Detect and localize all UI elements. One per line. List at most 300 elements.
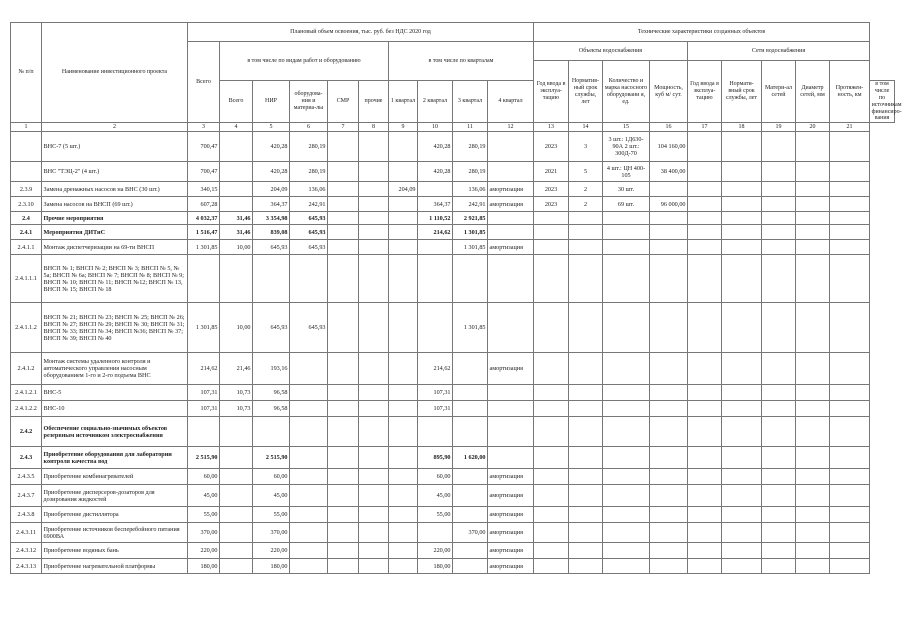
table-row <box>11 417 895 447</box>
header-col-name: Наименование инвестиционного проекта <box>42 23 188 123</box>
cell-q1 <box>359 559 389 574</box>
cell-q3: 364,37 <box>418 197 453 212</box>
cell-total <box>188 255 220 303</box>
cell-network <box>796 240 830 255</box>
cell-q3 <box>418 255 453 303</box>
cell-network <box>796 385 830 401</box>
cell-q4 <box>453 401 488 417</box>
cell-network <box>688 543 722 559</box>
cell-q2 <box>389 240 418 255</box>
cell-nir <box>220 132 253 162</box>
cell-smr <box>290 401 328 417</box>
cell-year: 2023 <box>534 132 569 162</box>
cell-total: 4 032,37 <box>188 212 220 225</box>
cell-network <box>688 132 722 162</box>
cell-equip: 420,28 <box>253 162 290 182</box>
cell-q1 <box>359 353 389 385</box>
cell-year: 2023 <box>534 182 569 197</box>
cell-q1 <box>359 212 389 225</box>
cell-serv <box>569 523 603 543</box>
cell-q2 <box>389 162 418 182</box>
cell-smr <box>290 447 328 469</box>
cell-network <box>722 447 762 469</box>
cell-serv <box>569 212 603 225</box>
cell-network <box>796 197 830 212</box>
cell-qty: 69 шт. <box>603 197 650 212</box>
cell-q4: 2 921,85 <box>453 212 488 225</box>
cell-nir: 10,73 <box>220 385 253 401</box>
cell-equip: 96,58 <box>253 401 290 417</box>
cell-src <box>488 303 534 353</box>
cell-smr <box>290 469 328 485</box>
cell-network <box>688 353 722 385</box>
cell-other <box>328 225 359 240</box>
cell-nir: 21,46 <box>220 353 253 385</box>
cell-network <box>796 485 830 507</box>
header-wn-diameter: Диаметр сетей, мм <box>796 61 830 123</box>
table-row <box>11 353 895 385</box>
cell-total <box>188 417 220 447</box>
cell-network <box>830 182 870 197</box>
column-number: 20 <box>796 123 830 132</box>
cell-other <box>328 469 359 485</box>
cell-equip: 55,00 <box>253 507 290 523</box>
table-row <box>11 385 895 401</box>
cell-total: 1 301,85 <box>188 240 220 255</box>
cell-no: 2.4.3.11 <box>11 523 42 543</box>
cell-year <box>534 447 569 469</box>
header-water-networks: Сети водоснабжения <box>688 42 870 61</box>
cell-equip: 839,08 <box>253 225 290 240</box>
cell-nir <box>220 197 253 212</box>
cell-network <box>688 559 722 574</box>
cell-power: 104 160,00 <box>650 132 688 162</box>
table-row <box>11 543 895 559</box>
cell-power <box>650 303 688 353</box>
cell-network <box>796 447 830 469</box>
header-col-num: № п/п <box>11 23 42 123</box>
cell-network <box>688 507 722 523</box>
cell-q3: 45,00 <box>418 485 453 507</box>
cell-serv <box>569 485 603 507</box>
column-number: 13 <box>534 123 569 132</box>
table-row <box>11 240 895 255</box>
cell-network <box>762 255 796 303</box>
cell-q4 <box>453 417 488 447</box>
cell-src <box>488 255 534 303</box>
cell-network <box>688 469 722 485</box>
cell-equip: 193,16 <box>253 353 290 385</box>
cell-q4: 1 620,00 <box>453 447 488 469</box>
cell-src: амортизация <box>488 240 534 255</box>
cell-equip: 45,00 <box>253 485 290 507</box>
cell-q3: 180,00 <box>418 559 453 574</box>
cell-q2 <box>389 225 418 240</box>
cell-power <box>650 559 688 574</box>
cell-year <box>534 417 569 447</box>
cell-qty <box>603 303 650 353</box>
cell-total: 607,28 <box>188 197 220 212</box>
cell-no: 2.4.1.2.2 <box>11 401 42 417</box>
cell-equip: 60,00 <box>253 469 290 485</box>
cell-year <box>534 385 569 401</box>
cell-serv <box>569 255 603 303</box>
cell-network <box>762 523 796 543</box>
cell-serv <box>569 469 603 485</box>
cell-name: ВНС-5 <box>42 385 188 401</box>
header-q1: 1 квартал <box>389 81 418 123</box>
cell-name: Замена насосов на ВНСП (69 шт.) <box>42 197 188 212</box>
cell-q3: 1 110,52 <box>418 212 453 225</box>
cell-qty <box>603 255 650 303</box>
column-number: 8 <box>359 123 389 132</box>
cell-no: 2.4.3.13 <box>11 559 42 574</box>
cell-network <box>688 523 722 543</box>
cell-src <box>488 447 534 469</box>
cell-network <box>830 559 870 574</box>
cell-q2 <box>389 132 418 162</box>
cell-network <box>830 255 870 303</box>
cell-q2 <box>389 353 418 385</box>
cell-q3: 55,00 <box>418 507 453 523</box>
cell-nir: 31,46 <box>220 212 253 225</box>
cell-q2 <box>389 255 418 303</box>
cell-year <box>534 543 569 559</box>
cell-network <box>688 417 722 447</box>
column-number: 21 <box>830 123 870 132</box>
cell-nir <box>220 417 253 447</box>
cell-name: Приобретение нагревательной платформы <box>42 559 188 574</box>
cell-equip: 204,09 <box>253 182 290 197</box>
cell-power <box>650 543 688 559</box>
cell-name: Приобретение дисперсеров-дозаторов для дозирования жидкостей <box>42 485 188 507</box>
cell-total: 370,00 <box>188 523 220 543</box>
cell-other <box>328 353 359 385</box>
cell-nir: 10,00 <box>220 303 253 353</box>
cell-equip <box>253 417 290 447</box>
cell-other <box>328 240 359 255</box>
cell-smr: 645,93 <box>290 303 328 353</box>
cell-q1 <box>359 162 389 182</box>
cell-q1 <box>359 523 389 543</box>
cell-smr <box>290 485 328 507</box>
cell-no: 2.4.1.1.1 <box>11 255 42 303</box>
cell-power <box>650 401 688 417</box>
cell-network <box>796 469 830 485</box>
cell-smr <box>290 353 328 385</box>
cell-total: 45,00 <box>188 485 220 507</box>
cell-network <box>762 212 796 225</box>
cell-network <box>796 353 830 385</box>
cell-q3: 420,28 <box>418 132 453 162</box>
cell-year: 2021 <box>534 162 569 182</box>
cell-smr: 645,93 <box>290 212 328 225</box>
cell-q3: 214,62 <box>418 353 453 385</box>
cell-name: Замена дренажных насосов на ВНС (30 шт.) <box>42 182 188 197</box>
cell-q3 <box>418 240 453 255</box>
cell-serv: 3 <box>569 132 603 162</box>
cell-q3: 107,31 <box>418 385 453 401</box>
cell-serv <box>569 559 603 574</box>
cell-nir <box>220 507 253 523</box>
cell-network <box>762 469 796 485</box>
cell-network <box>762 225 796 240</box>
cell-smr <box>290 417 328 447</box>
column-number: 1 <box>11 123 42 132</box>
cell-q4 <box>453 385 488 401</box>
cell-network <box>688 401 722 417</box>
header-wn-material: Матери-ал сетей <box>762 61 796 123</box>
cell-power <box>650 447 688 469</box>
cell-network <box>722 485 762 507</box>
cell-nir <box>220 469 253 485</box>
header-plan-volume: Плановый объем освоения, тыс. руб. без НДС 2020 год <box>188 23 534 42</box>
cell-qty: 3 шт.: 1Д630-90А 2 шт.: 300Д-70 <box>603 132 650 162</box>
cell-network <box>688 182 722 197</box>
cell-power <box>650 212 688 225</box>
cell-q3: 214,62 <box>418 225 453 240</box>
cell-year <box>534 559 569 574</box>
cell-network <box>722 559 762 574</box>
cell-network <box>796 182 830 197</box>
cell-q1 <box>359 182 389 197</box>
cell-year <box>534 401 569 417</box>
cell-network <box>688 240 722 255</box>
cell-smr: 242,91 <box>290 197 328 212</box>
cell-network <box>688 447 722 469</box>
header-wo-service: Норматив-ный срок службы, лет <box>569 61 603 123</box>
cell-q4 <box>453 485 488 507</box>
cell-q3: 107,31 <box>418 401 453 417</box>
header-tech-chars: Технические характеристики созданных объектов <box>534 23 870 42</box>
cell-q4 <box>453 469 488 485</box>
cell-network <box>722 507 762 523</box>
cell-no: 2.4.2 <box>11 417 42 447</box>
cell-qty <box>603 485 650 507</box>
cell-equip: 3 354,98 <box>253 212 290 225</box>
cell-network <box>796 417 830 447</box>
cell-network <box>796 559 830 574</box>
cell-q3 <box>418 303 453 353</box>
cell-q4: 242,91 <box>453 197 488 212</box>
table-row <box>11 447 895 469</box>
table-row <box>11 401 895 417</box>
cell-network <box>762 132 796 162</box>
cell-network <box>688 255 722 303</box>
cell-power <box>650 485 688 507</box>
cell-total: 340,15 <box>188 182 220 197</box>
cell-q4 <box>453 543 488 559</box>
cell-network <box>830 385 870 401</box>
column-numbers-row <box>11 123 895 132</box>
header-other: прочие <box>359 81 389 123</box>
cell-q4: 1 301,85 <box>453 225 488 240</box>
cell-q1 <box>359 385 389 401</box>
cell-smr: 645,93 <box>290 240 328 255</box>
cell-smr <box>290 559 328 574</box>
cell-equip: 220,00 <box>253 543 290 559</box>
cell-src <box>488 132 534 162</box>
cell-other <box>328 485 359 507</box>
cell-other <box>328 182 359 197</box>
cell-q4: 1 301,85 <box>453 240 488 255</box>
cell-no: 2.4.3.7 <box>11 485 42 507</box>
table-row <box>11 523 895 543</box>
cell-network <box>830 353 870 385</box>
table-row <box>11 507 895 523</box>
cell-network <box>830 485 870 507</box>
cell-name: Мероприятия ДИТиС <box>42 225 188 240</box>
cell-q1 <box>359 240 389 255</box>
table-row <box>11 255 895 303</box>
cell-name: Монтаж диспетчеризации на 69-ти ВНСП <box>42 240 188 255</box>
cell-smr: 645,93 <box>290 225 328 240</box>
table-row <box>11 485 895 507</box>
cell-src: амортизация <box>488 485 534 507</box>
cell-q1 <box>359 543 389 559</box>
investment-table <box>10 22 902 574</box>
cell-network <box>796 132 830 162</box>
cell-network <box>796 507 830 523</box>
cell-equip: 2 515,90 <box>253 447 290 469</box>
header-total2: Всего <box>220 81 253 123</box>
cell-serv <box>569 543 603 559</box>
cell-smr: 280,19 <box>290 162 328 182</box>
cell-q1 <box>359 255 389 303</box>
cell-src: амортизация <box>488 507 534 523</box>
cell-network <box>762 559 796 574</box>
cell-other <box>328 385 359 401</box>
cell-network <box>722 417 762 447</box>
cell-other <box>328 162 359 182</box>
cell-network <box>830 507 870 523</box>
cell-other <box>328 303 359 353</box>
cell-serv <box>569 401 603 417</box>
cell-total: 107,31 <box>188 401 220 417</box>
cell-q1 <box>359 469 389 485</box>
cell-year <box>534 303 569 353</box>
cell-power <box>650 255 688 303</box>
cell-q2 <box>389 469 418 485</box>
cell-qty <box>603 353 650 385</box>
cell-year <box>534 469 569 485</box>
cell-network <box>688 212 722 225</box>
column-number: 7 <box>328 123 359 132</box>
cell-network <box>722 162 762 182</box>
table-row <box>11 132 895 162</box>
cell-year <box>534 353 569 385</box>
cell-network <box>722 240 762 255</box>
cell-total: 60,00 <box>188 469 220 485</box>
cell-qty <box>603 212 650 225</box>
cell-src: амортизация <box>488 182 534 197</box>
cell-qty <box>603 469 650 485</box>
cell-network <box>762 162 796 182</box>
cell-network <box>830 523 870 543</box>
cell-no: 2.4 <box>11 212 42 225</box>
header-wo-power: Мощность, куб м/ сут. <box>650 61 688 123</box>
cell-q2 <box>389 303 418 353</box>
cell-power <box>650 182 688 197</box>
cell-q2 <box>389 485 418 507</box>
cell-nir: 10,73 <box>220 401 253 417</box>
cell-year <box>534 240 569 255</box>
table-row <box>11 469 895 485</box>
header-smr: СМР <box>328 81 359 123</box>
cell-power <box>650 225 688 240</box>
cell-equip <box>253 255 290 303</box>
cell-network <box>796 212 830 225</box>
cell-src: амортизация <box>488 559 534 574</box>
cell-q2: 204,09 <box>389 182 418 197</box>
column-number: 17 <box>688 123 722 132</box>
table-row <box>11 162 895 182</box>
cell-q4 <box>453 255 488 303</box>
cell-q2 <box>389 447 418 469</box>
cell-equip: 645,93 <box>253 303 290 353</box>
header-water-objects: Объекты водоснабжения <box>534 42 688 61</box>
cell-src <box>488 417 534 447</box>
cell-qty <box>603 417 650 447</box>
cell-serv <box>569 447 603 469</box>
cell-name: ВНС-10 <box>42 401 188 417</box>
header-wn-length: Протяжен-ность, км <box>830 61 870 123</box>
column-number: 10 <box>418 123 453 132</box>
cell-qty <box>603 447 650 469</box>
cell-year <box>534 507 569 523</box>
cell-total: 2 515,90 <box>188 447 220 469</box>
cell-year <box>534 225 569 240</box>
cell-power <box>650 523 688 543</box>
cell-no: 2.3.9 <box>11 182 42 197</box>
cell-power <box>650 385 688 401</box>
cell-power <box>650 240 688 255</box>
cell-nir <box>220 447 253 469</box>
cell-src: амортизация <box>488 469 534 485</box>
cell-q1 <box>359 225 389 240</box>
cell-q1 <box>359 447 389 469</box>
cell-nir <box>220 255 253 303</box>
column-number: 15 <box>603 123 650 132</box>
cell-q1 <box>359 417 389 447</box>
cell-other <box>328 543 359 559</box>
cell-network <box>722 303 762 353</box>
cell-q3 <box>418 417 453 447</box>
cell-smr <box>290 507 328 523</box>
cell-serv <box>569 303 603 353</box>
cell-year <box>534 212 569 225</box>
cell-src <box>488 212 534 225</box>
cell-network <box>762 401 796 417</box>
cell-q3: 60,00 <box>418 469 453 485</box>
cell-other <box>328 559 359 574</box>
cell-no: 2.4.1.1.2 <box>11 303 42 353</box>
cell-qty: 30 шт. <box>603 182 650 197</box>
column-number: 18 <box>722 123 762 132</box>
cell-q2 <box>389 559 418 574</box>
cell-q1 <box>359 485 389 507</box>
cell-qty <box>603 543 650 559</box>
cell-no <box>11 162 42 182</box>
cell-year <box>534 485 569 507</box>
cell-q2 <box>389 212 418 225</box>
cell-smr: 280,19 <box>290 132 328 162</box>
cell-network <box>762 197 796 212</box>
cell-q4: 1 301,85 <box>453 303 488 353</box>
cell-qty <box>603 523 650 543</box>
header-wn-year: Год ввода в эксплуа-тацию <box>688 61 722 123</box>
header-equipment: оборудова-ния и материа-лы <box>290 81 328 123</box>
